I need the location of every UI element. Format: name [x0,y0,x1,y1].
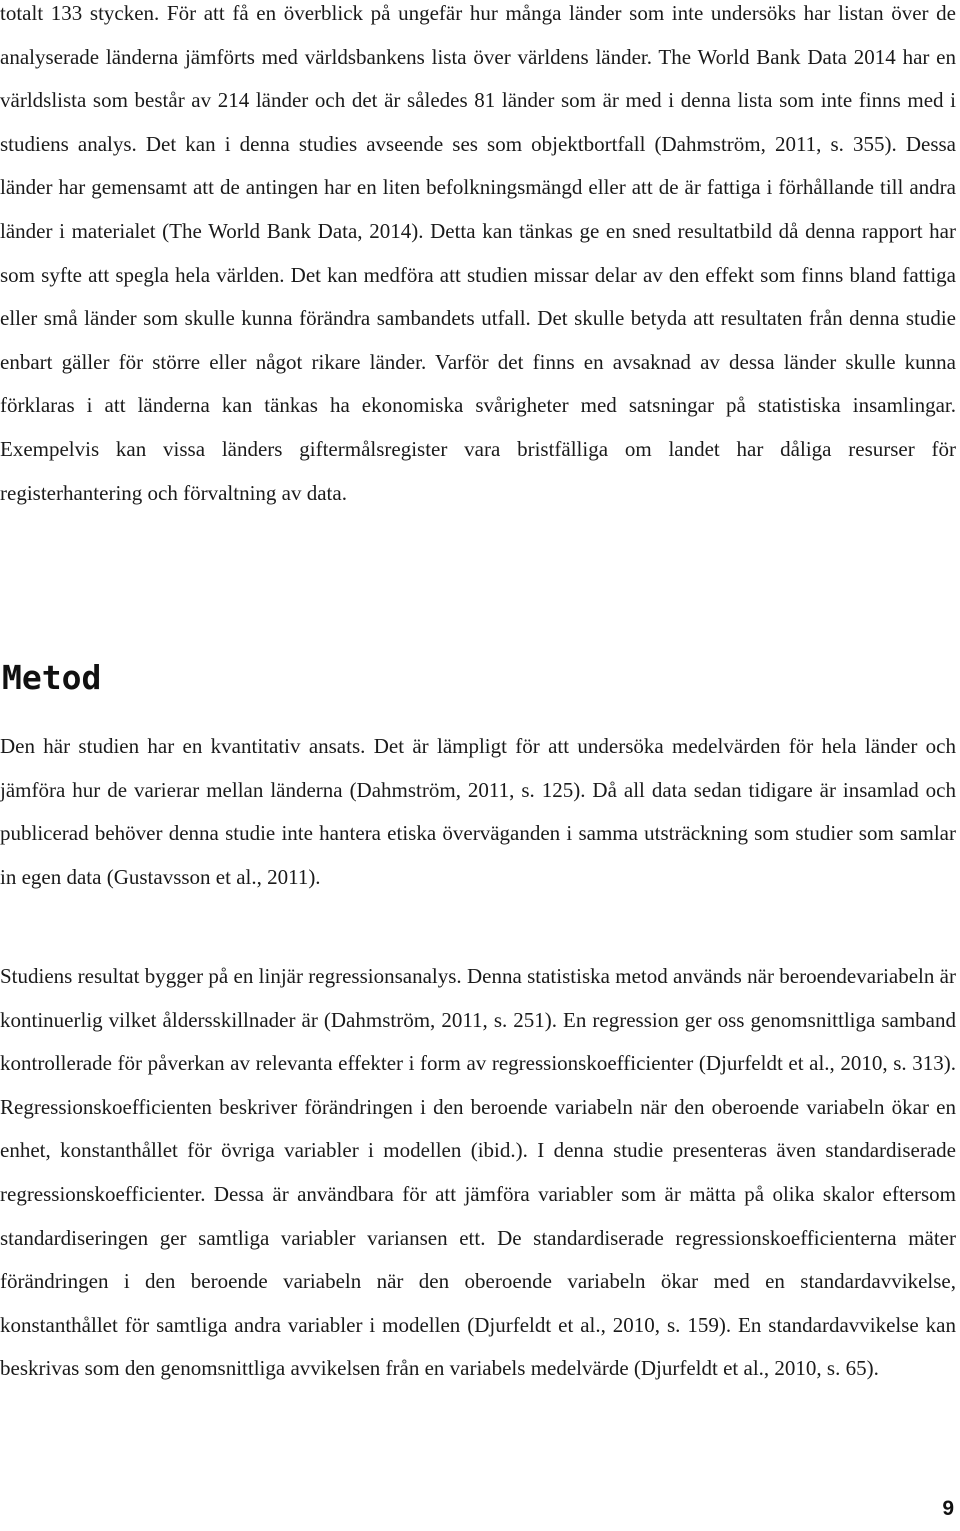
paragraph-regression-analysis: Studiens resultat bygger på en linjär regressionsanalys. Denna statistiska metod används när beroendevariabeln är kontinuerlig vilket åldersskillnader är (Dahmström, 2011, s. 251). En regression ger oss genomsnittliga samband kontrollerade för påverkan av relevanta effekter i form av regressionskoefficienter (Djurfeldt et al., 2010, s. 313). Regressionskoefficienten beskriver förändringen i den beroende variabeln när den oberoende variabeln ökar en enhet, konstanthållet för övriga variabler i modellen (ibid.). I denna studie presenteras även standardiserade regressionskoefficienter. Dessa är användbara för att jämföra variabler som är mätta på olika skalor eftersom standardiseringen ger samtliga variabler variansen ett. De standardiserade regressionskoefficienterna mäter förändringen i den beroende variabeln när den oberoende variabeln ökar med en standardavvikelse, konstanthållet för samtliga andra variabler i modellen (Djurfeldt et al., 2010, s. 159). En standardavvikelse kan beskrivas som den genomsnittliga avvikelsen från en variabels medelvärde (Djurfeldt et al., 2010, s. 65). [0,964,956,1381]
paragraph-method-approach: Den här studien har en kvantitativ ansats. Det är lämpligt för att undersöka medelvärden för hela länder och jämföra hur de varierar mellan länderna (Dahmström, 2011, s. 125). Då all data sedan tidigare är insamlad och publicerad behöver denna studie inte hantera etiska överväganden i samma utsträckning som studier som samlar in egen data (Gustavsson et al., 2011). [0,734,956,889]
section-heading-metod: Metod [2,658,102,697]
paragraph-dropout-discussion: totalt 133 stycken. För att få en överblick på ungefär hur många länder som inte undersöks har listan över de analyserade länderna jämförts med världsbankens lista över världens länder. The World Bank Data 2014 har en världslista som består av 214 länder och det är således 81 länder som är med i denna lista som inte finns med i studiens analys. Det kan i denna studies avseende ses som objektbortfall (Dahmström, 2011, s. 355). Dessa länder har gemensamt att de antingen har en liten befolkningsmängd eller att de är fattiga i förhållande till andra länder i materialet (The World Bank Data, 2014). Detta kan tänkas ge en sned resultatbild då denna rapport har som syfte att spegla hela världen. Det kan medföra att studien missar delar av den effekt som finns bland fattiga eller små länder som skulle kunna förändra sambandets utfall. Det skulle betyda att resultaten från denna studie enbart gäller för större eller något rikare länder. Varför det finns en avsaknad av dessa länder skulle kunna förklaras i att länderna kan tänkas ha ekonomiska svårigheter med satsningar på statistiska insamlingar. Exempelvis kan vissa länders giftermålsregister vara bristfälliga om landet har dåliga resurser för registerhantering och förvaltning av data. [0,1,956,505]
page-number: 9 [942,1497,954,1520]
